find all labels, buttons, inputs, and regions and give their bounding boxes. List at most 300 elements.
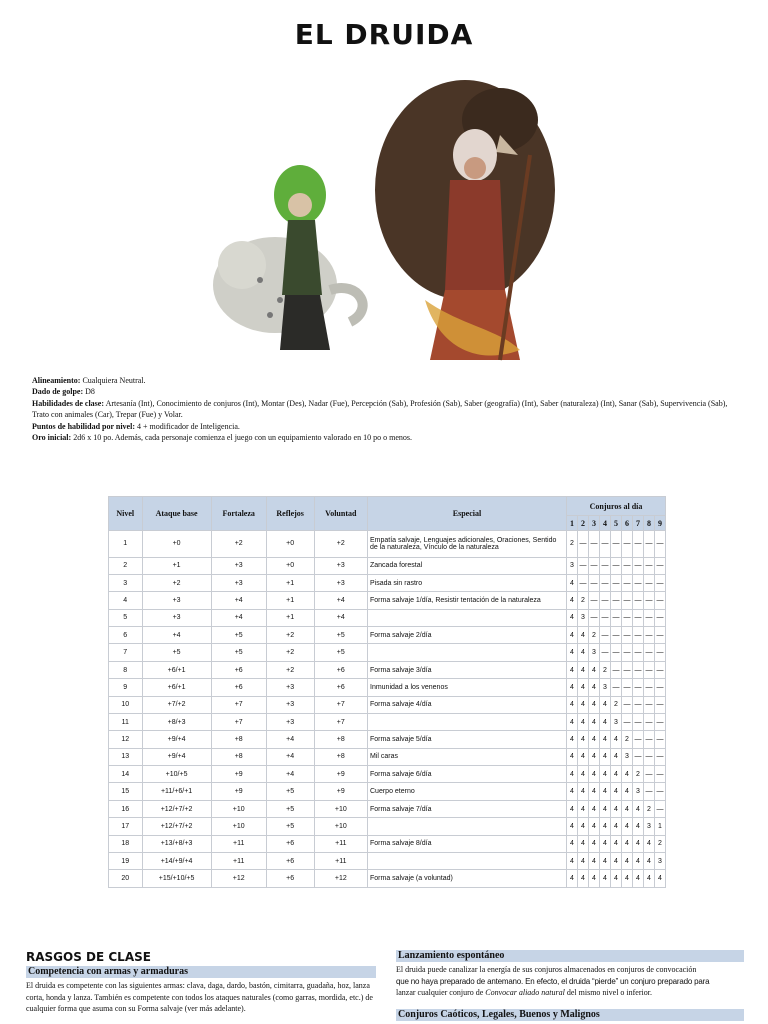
cell-spells-per-day: — <box>600 609 611 626</box>
cell-spells-per-day: 2 <box>622 731 633 748</box>
cell-nivel: 18 <box>109 835 143 852</box>
cell-spells-per-day: — <box>644 696 655 713</box>
cell-spells-per-day: — <box>655 609 666 626</box>
table-row <box>109 748 666 765</box>
cell-spells-per-day: 4 <box>567 644 578 661</box>
cell-spells-per-day: — <box>600 531 611 558</box>
cell-voluntad: +8 <box>314 748 367 765</box>
cell-spells-per-day: 4 <box>567 870 578 888</box>
header-conjuros: Conjuros al día <box>567 497 666 516</box>
cell-reflejos: +6 <box>266 852 314 869</box>
cell-ataque: +2 <box>142 574 211 591</box>
table-row <box>109 644 666 661</box>
cell-spells-per-day: 4 <box>567 574 578 591</box>
cell-nivel: 17 <box>109 818 143 835</box>
cell-spells-per-day: — <box>655 731 666 748</box>
cell-spells-per-day: — <box>655 713 666 730</box>
cell-nivel: 2 <box>109 557 143 574</box>
cell-spells-per-day: 4 <box>589 731 600 748</box>
cell-ataque: +12/+7/+2 <box>142 800 211 817</box>
alineamiento-value: Cualquiera Neutral. <box>82 376 146 385</box>
cell-reflejos: +2 <box>266 627 314 644</box>
cell-fortaleza: +5 <box>211 627 266 644</box>
druid-illustration <box>200 60 590 370</box>
table-row <box>109 592 666 609</box>
cell-reflejos: +6 <box>266 870 314 888</box>
cell-spells-per-day: 2 <box>567 531 578 558</box>
cell-spells-per-day: — <box>622 696 633 713</box>
cell-spells-per-day: 4 <box>578 661 589 678</box>
cell-fortaleza: +7 <box>211 713 266 730</box>
cell-fortaleza: +6 <box>211 679 266 696</box>
cell-reflejos: +1 <box>266 574 314 591</box>
cell-ataque: +8/+3 <box>142 713 211 730</box>
header-spell-level: 2 <box>578 516 589 531</box>
cell-spells-per-day: — <box>633 696 644 713</box>
cell-spells-per-day: 4 <box>567 835 578 852</box>
lanzamiento-line-1: El druida puede canalizar la energía de sus conjuros almacenados en conjuros de convocación <box>396 965 697 974</box>
header-ataque: Ataque base <box>142 497 211 531</box>
cell-spells-per-day: 4 <box>611 731 622 748</box>
cell-spells-per-day: 3 <box>567 557 578 574</box>
druid-progression-table <box>108 496 666 888</box>
cell-ataque: +11/+6/+1 <box>142 783 211 800</box>
cell-spells-per-day: 4 <box>633 800 644 817</box>
cell-voluntad: +9 <box>314 766 367 783</box>
cell-spells-per-day: — <box>611 679 622 696</box>
cell-spells-per-day: 3 <box>622 748 633 765</box>
cell-spells-per-day: — <box>600 557 611 574</box>
cell-nivel: 5 <box>109 609 143 626</box>
header-nivel: Nivel <box>109 497 143 531</box>
cell-nivel: 9 <box>109 679 143 696</box>
cell-spells-per-day: — <box>655 627 666 644</box>
cell-voluntad: +11 <box>314 852 367 869</box>
cell-spells-per-day: — <box>622 574 633 591</box>
table-row <box>109 818 666 835</box>
cell-voluntad: +7 <box>314 696 367 713</box>
table-row <box>109 557 666 574</box>
table-row <box>109 713 666 730</box>
cell-spells-per-day: 4 <box>567 783 578 800</box>
cell-spells-per-day: 4 <box>633 852 644 869</box>
cell-spells-per-day: 4 <box>611 870 622 888</box>
cell-spells-per-day: — <box>644 574 655 591</box>
cell-spells-per-day: 4 <box>589 818 600 835</box>
cell-ataque: +6/+1 <box>142 679 211 696</box>
cell-spells-per-day: 3 <box>611 713 622 730</box>
cell-spells-per-day: 2 <box>644 800 655 817</box>
cell-spells-per-day: — <box>589 531 600 558</box>
cell-spells-per-day: 4 <box>589 766 600 783</box>
cell-spells-per-day: 4 <box>567 592 578 609</box>
cell-especial: Inmunidad a los venenos <box>368 679 567 696</box>
lanzamiento-title: Lanzamiento espontáneo <box>396 950 744 962</box>
cell-fortaleza: +7 <box>211 696 266 713</box>
header-especial: Especial <box>368 497 567 531</box>
cell-reflejos: +4 <box>266 766 314 783</box>
cell-spells-per-day: — <box>644 766 655 783</box>
cell-spells-per-day: — <box>622 713 633 730</box>
competencia-text: El druida es competente con las siguientes armas: clava, daga, dardo, bastón, cimitarra, guadaña, hoz, lanza corta, honda y lanza. También es competente con todos los ataques naturales (como garras, mordida, etc.) de cualquier forma que asuma con su Forma salvaje (ver más adelante). <box>26 981 373 1013</box>
cell-spells-per-day: 4 <box>644 835 655 852</box>
cell-spells-per-day: — <box>655 679 666 696</box>
cell-fortaleza: +12 <box>211 870 266 888</box>
cell-voluntad: +3 <box>314 557 367 574</box>
cell-nivel: 14 <box>109 766 143 783</box>
cell-spells-per-day: 4 <box>578 800 589 817</box>
table-row <box>109 609 666 626</box>
cell-ataque: +12/+7/+2 <box>142 818 211 835</box>
cell-spells-per-day: — <box>578 557 589 574</box>
cell-spells-per-day: 4 <box>622 783 633 800</box>
cell-voluntad: +5 <box>314 627 367 644</box>
cell-especial: Forma salvaje 1/día, Resistir tentación de la naturaleza <box>368 592 567 609</box>
cell-voluntad: +4 <box>314 609 367 626</box>
cell-spells-per-day: — <box>655 661 666 678</box>
cell-voluntad: +7 <box>314 713 367 730</box>
cell-ataque: +13/+8/+3 <box>142 835 211 852</box>
cell-ataque: +6/+1 <box>142 661 211 678</box>
dado-value: D8 <box>85 387 95 397</box>
cell-reflejos: +0 <box>266 531 314 558</box>
cell-spells-per-day: — <box>655 800 666 817</box>
cell-ataque: +5 <box>142 644 211 661</box>
cell-especial: Forma salvaje 6/día <box>368 766 567 783</box>
table-row <box>109 870 666 888</box>
header-spell-level: 9 <box>655 516 666 531</box>
cell-spells-per-day: 4 <box>600 696 611 713</box>
cell-especial <box>368 852 567 869</box>
cell-spells-per-day: 4 <box>567 766 578 783</box>
cell-spells-per-day: 4 <box>589 748 600 765</box>
cell-spells-per-day: 4 <box>622 835 633 852</box>
cell-voluntad: +4 <box>314 592 367 609</box>
cell-spells-per-day: — <box>589 592 600 609</box>
page-title: EL DRUIDA <box>294 18 474 51</box>
cell-nivel: 12 <box>109 731 143 748</box>
header-voluntad: Voluntad <box>314 497 367 531</box>
cell-spells-per-day: — <box>655 557 666 574</box>
cell-spells-per-day: 4 <box>589 835 600 852</box>
cell-nivel: 3 <box>109 574 143 591</box>
cell-spells-per-day: 4 <box>567 696 578 713</box>
cell-spells-per-day: 4 <box>611 748 622 765</box>
cell-spells-per-day: 4 <box>611 766 622 783</box>
cell-spells-per-day: 4 <box>622 766 633 783</box>
cell-ataque: +1 <box>142 557 211 574</box>
cell-nivel: 19 <box>109 852 143 869</box>
puntos-label: Puntos de habilidad por nivel: <box>32 421 135 431</box>
cell-spells-per-day: — <box>655 574 666 591</box>
cell-spells-per-day: — <box>622 679 633 696</box>
cell-especial: Forma salvaje 7/día <box>368 800 567 817</box>
header-spell-level: 3 <box>589 516 600 531</box>
cell-spells-per-day: — <box>611 644 622 661</box>
cell-spells-per-day: — <box>633 609 644 626</box>
cell-voluntad: +2 <box>314 531 367 558</box>
cell-spells-per-day: — <box>622 557 633 574</box>
cell-spells-per-day: 4 <box>578 818 589 835</box>
cell-spells-per-day: 2 <box>655 835 666 852</box>
cell-spells-per-day: — <box>633 574 644 591</box>
rasgos-heading: RASGOS DE CLASE <box>26 950 151 964</box>
cell-spells-per-day: 4 <box>644 852 655 869</box>
cell-especial: Cuerpo eterno <box>368 783 567 800</box>
lanzamiento-line-3 <box>396 987 744 999</box>
cell-spells-per-day: 4 <box>600 783 611 800</box>
cell-nivel: 1 <box>109 531 143 558</box>
cell-spells-per-day: 4 <box>600 766 611 783</box>
cell-spells-per-day: — <box>655 696 666 713</box>
habilidades-label: Habilidades de clase: <box>32 398 105 408</box>
cell-spells-per-day: — <box>633 661 644 678</box>
cell-fortaleza: +3 <box>211 557 266 574</box>
puntos-value: 4 + modificador de Inteligencia. <box>137 421 240 431</box>
cell-especial: Forma salvaje (a voluntad) <box>368 870 567 888</box>
cell-spells-per-day: 3 <box>655 852 666 869</box>
cell-especial: Forma salvaje 3/día <box>368 661 567 678</box>
cell-spells-per-day: — <box>633 679 644 696</box>
cell-spells-per-day: — <box>644 661 655 678</box>
cell-fortaleza: +4 <box>211 609 266 626</box>
cell-spells-per-day: — <box>622 627 633 644</box>
cell-spells-per-day: 4 <box>600 818 611 835</box>
cell-ataque: +10/+5 <box>142 766 211 783</box>
cell-spells-per-day: 4 <box>622 818 633 835</box>
cell-reflejos: +5 <box>266 818 314 835</box>
cell-nivel: 10 <box>109 696 143 713</box>
cell-reflejos: +0 <box>266 557 314 574</box>
cell-voluntad: +10 <box>314 818 367 835</box>
cell-ataque: +4 <box>142 627 211 644</box>
table-row <box>109 696 666 713</box>
cell-fortaleza: +11 <box>211 835 266 852</box>
cell-spells-per-day: 3 <box>644 818 655 835</box>
cell-reflejos: +3 <box>266 713 314 730</box>
cell-spells-per-day: 4 <box>567 679 578 696</box>
cell-spells-per-day: — <box>622 592 633 609</box>
cell-ataque: +7/+2 <box>142 696 211 713</box>
cell-voluntad: +10 <box>314 800 367 817</box>
cell-spells-per-day: 3 <box>600 679 611 696</box>
cell-reflejos: +5 <box>266 800 314 817</box>
cell-spells-per-day: 4 <box>567 748 578 765</box>
cell-fortaleza: +10 <box>211 818 266 835</box>
cell-spells-per-day: — <box>644 713 655 730</box>
cell-spells-per-day: 4 <box>578 748 589 765</box>
cell-fortaleza: +9 <box>211 766 266 783</box>
cell-spells-per-day: — <box>655 592 666 609</box>
cell-spells-per-day: 4 <box>633 818 644 835</box>
cell-spells-per-day: 4 <box>644 870 655 888</box>
cell-spells-per-day: — <box>600 574 611 591</box>
cell-spells-per-day: — <box>633 531 644 558</box>
cell-spells-per-day: 4 <box>578 644 589 661</box>
cell-spells-per-day: 4 <box>611 835 622 852</box>
cell-spells-per-day: 2 <box>611 696 622 713</box>
cell-reflejos: +4 <box>266 748 314 765</box>
cell-spells-per-day: 4 <box>589 696 600 713</box>
lanzamiento-line-3a: lanzar cualquier conjuro de <box>396 988 486 997</box>
cell-nivel: 8 <box>109 661 143 678</box>
header-fortaleza: Fortaleza <box>211 497 266 531</box>
cell-spells-per-day: 4 <box>578 679 589 696</box>
cell-voluntad: +11 <box>314 835 367 852</box>
header-reflejos: Reflejos <box>266 497 314 531</box>
cell-spells-per-day: — <box>578 574 589 591</box>
cell-spells-per-day: 4 <box>589 679 600 696</box>
table-row <box>109 679 666 696</box>
cell-spells-per-day: 4 <box>622 800 633 817</box>
conjuros-caoticos-title: Conjuros Caóticos, Legales, Buenos y Malignos <box>396 1009 744 1021</box>
lanzamiento-section <box>396 948 744 1021</box>
cell-spells-per-day: — <box>644 731 655 748</box>
cell-spells-per-day: 4 <box>655 870 666 888</box>
cell-nivel: 4 <box>109 592 143 609</box>
cell-voluntad: +6 <box>314 679 367 696</box>
cell-spells-per-day: — <box>611 531 622 558</box>
cell-voluntad: +3 <box>314 574 367 591</box>
cell-spells-per-day: 4 <box>567 713 578 730</box>
cell-nivel: 7 <box>109 644 143 661</box>
cell-spells-per-day: 1 <box>655 818 666 835</box>
cell-especial: Pisada sin rastro <box>368 574 567 591</box>
cell-especial: Zancada forestal <box>368 557 567 574</box>
table-row <box>109 852 666 869</box>
table-row <box>109 661 666 678</box>
cell-spells-per-day: — <box>644 557 655 574</box>
cell-spells-per-day: 4 <box>622 852 633 869</box>
cell-spells-per-day: — <box>633 557 644 574</box>
cell-spells-per-day: — <box>589 557 600 574</box>
cell-ataque: +9/+4 <box>142 731 211 748</box>
table-row <box>109 800 666 817</box>
cell-spells-per-day: 3 <box>589 644 600 661</box>
cell-especial: Forma salvaje 2/día <box>368 627 567 644</box>
cell-spells-per-day: — <box>611 592 622 609</box>
cell-reflejos: +2 <box>266 661 314 678</box>
cell-spells-per-day: — <box>633 592 644 609</box>
cell-spells-per-day: — <box>578 531 589 558</box>
header-spell-level: 8 <box>644 516 655 531</box>
cell-spells-per-day: — <box>644 644 655 661</box>
cell-spells-per-day: — <box>600 644 611 661</box>
cell-spells-per-day: — <box>600 592 611 609</box>
cell-spells-per-day: — <box>655 766 666 783</box>
lanzamiento-line-2: que no haya preparado de antemano. En efecto, el druida “pierde” un conjuro preparado para <box>396 976 710 986</box>
cell-spells-per-day: 4 <box>589 713 600 730</box>
cell-fortaleza: +3 <box>211 574 266 591</box>
table-row <box>109 835 666 852</box>
cell-spells-per-day: — <box>644 627 655 644</box>
cell-spells-per-day: — <box>611 609 622 626</box>
cell-spells-per-day: 4 <box>633 835 644 852</box>
cell-fortaleza: +8 <box>211 731 266 748</box>
header-spell-level: 1 <box>567 516 578 531</box>
cell-ataque: +3 <box>142 592 211 609</box>
cell-spells-per-day: — <box>633 713 644 730</box>
habilidades-value: Artesanía (Int), Conocimiento de conjuros (Int), Montar (Des), Nadar (Fue), Percepción (Sab), Profesión (Sab), Saber (geografía) (Int), Saber (naturaleza) (Int), Sanar (Sab), Supervivencia (Sab), Trato con animales (Car), Trepar (Fue) y Volar. <box>32 398 728 420</box>
oro-label: Oro inicial: <box>32 433 72 443</box>
table-row <box>109 627 666 644</box>
cell-spells-per-day: — <box>644 679 655 696</box>
cell-spells-per-day: — <box>644 609 655 626</box>
table-row <box>109 574 666 591</box>
cell-spells-per-day: 4 <box>578 627 589 644</box>
cell-spells-per-day: — <box>611 627 622 644</box>
cell-especial: Mil caras <box>368 748 567 765</box>
cell-spells-per-day: 4 <box>589 661 600 678</box>
cell-spells-per-day: 4 <box>578 783 589 800</box>
cell-ataque: +14/+9/+4 <box>142 852 211 869</box>
cell-spells-per-day: — <box>600 627 611 644</box>
cell-voluntad: +12 <box>314 870 367 888</box>
cell-nivel: 13 <box>109 748 143 765</box>
cell-nivel: 16 <box>109 800 143 817</box>
cell-fortaleza: +9 <box>211 783 266 800</box>
cell-especial: Forma salvaje 4/día <box>368 696 567 713</box>
cell-spells-per-day: 4 <box>567 818 578 835</box>
cell-spells-per-day: — <box>589 574 600 591</box>
cell-spells-per-day: 4 <box>589 852 600 869</box>
cell-fortaleza: +11 <box>211 852 266 869</box>
cell-nivel: 11 <box>109 713 143 730</box>
lanzamiento-line-3b: del mismo nivel o inferior. <box>564 988 652 997</box>
cell-spells-per-day: — <box>655 531 666 558</box>
cell-spells-per-day: 4 <box>567 731 578 748</box>
cell-spells-per-day: — <box>655 748 666 765</box>
cell-especial <box>368 609 567 626</box>
cell-spells-per-day: 2 <box>633 766 644 783</box>
cell-fortaleza: +2 <box>211 531 266 558</box>
cell-spells-per-day: — <box>655 644 666 661</box>
cell-spells-per-day: 4 <box>578 696 589 713</box>
cell-spells-per-day: 4 <box>567 852 578 869</box>
header-spell-level: 4 <box>600 516 611 531</box>
cell-fortaleza: +8 <box>211 748 266 765</box>
cell-spells-per-day: 4 <box>600 713 611 730</box>
cell-especial <box>368 818 567 835</box>
table-row <box>109 783 666 800</box>
cell-spells-per-day: — <box>611 557 622 574</box>
cell-spells-per-day: 4 <box>567 609 578 626</box>
cell-spells-per-day: 4 <box>611 818 622 835</box>
cell-spells-per-day: 4 <box>578 852 589 869</box>
header-spell-level: 7 <box>633 516 644 531</box>
cell-voluntad: +8 <box>314 731 367 748</box>
cell-especial: Forma salvaje 5/día <box>368 731 567 748</box>
convocar-aliado-natural: Convocar aliado natural <box>485 988 565 997</box>
cell-spells-per-day: 4 <box>578 766 589 783</box>
cell-spells-per-day: 4 <box>633 870 644 888</box>
cell-spells-per-day: — <box>644 748 655 765</box>
cell-spells-per-day: — <box>633 627 644 644</box>
cell-reflejos: +3 <box>266 679 314 696</box>
cell-spells-per-day: — <box>589 609 600 626</box>
cell-spells-per-day: 2 <box>589 627 600 644</box>
cell-especial <box>368 713 567 730</box>
cell-spells-per-day: — <box>611 661 622 678</box>
cell-fortaleza: +10 <box>211 800 266 817</box>
cell-nivel: 20 <box>109 870 143 888</box>
class-info <box>32 375 732 443</box>
cell-spells-per-day: 4 <box>611 783 622 800</box>
cell-spells-per-day: 4 <box>611 852 622 869</box>
cell-reflejos: +1 <box>266 609 314 626</box>
cell-ataque: +0 <box>142 531 211 558</box>
cell-spells-per-day: 2 <box>600 661 611 678</box>
